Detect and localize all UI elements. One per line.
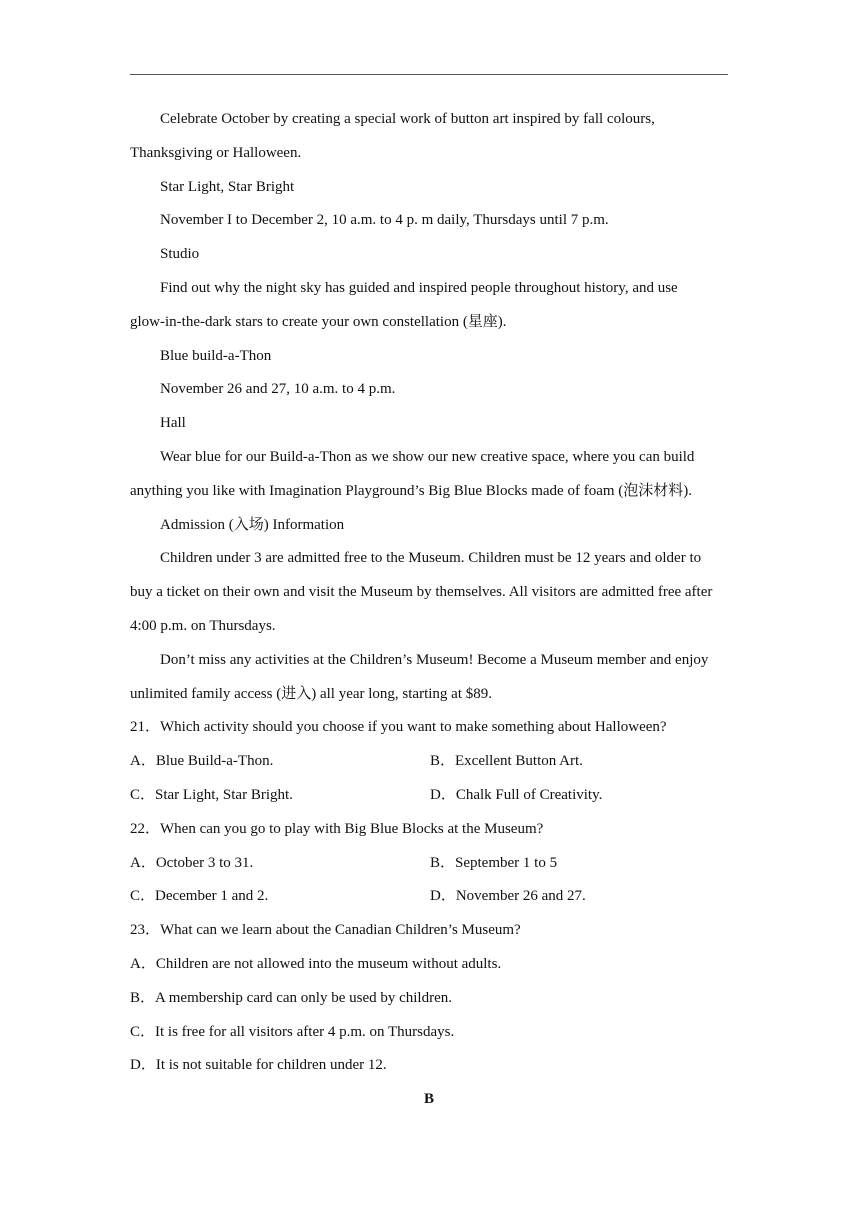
option-b[interactable]: B．A membership card can only be used by children. (130, 989, 453, 1006)
question-stem: 21．Which activity should you choose if you want to make something about Halloween? (130, 719, 667, 736)
option-c[interactable]: C．December 1 and 2. (130, 888, 269, 905)
activity-place: Hall (160, 415, 186, 432)
passage-line: glow-in-the-dark stars to create your own constellation (星座). (130, 313, 507, 330)
passage-line: anything you like with Imagination Playground’s Big Blue Blocks made of foam (泡沫材料). (130, 482, 693, 499)
section-label: B (423, 1091, 434, 1108)
question-stem: 22．When can you go to play with Big Blue Blocks at the Museum? (130, 820, 544, 837)
option-d[interactable]: D．November 26 and 27. (430, 888, 586, 905)
passage-line: Children under 3 are admitted free to the Museum. Children must be 12 years and older to (160, 550, 702, 567)
option-c[interactable]: C．Star Light, Star Bright. (130, 786, 293, 803)
option-a[interactable]: A．Blue Build-a-Thon. (130, 753, 274, 770)
passage-line: Find out why the night sky has guided and inspired people throughout history, and use (160, 279, 678, 296)
activity-time: November 26 and 27, 10 a.m. to 4 p.m. (160, 381, 396, 398)
passage-line: Don’t miss any activities at the Children’s Museum! Become a Museum member and enjoy (160, 651, 709, 668)
activity-title: Blue build-a-Thon (160, 347, 272, 364)
passage-line: Celebrate October by creating a special work of button art inspired by fall colours, (160, 111, 655, 127)
activity-time: November I to December 2, 10 a.m. to 4 p. m daily, Thursdays until 7 p.m. (160, 212, 609, 229)
option-d[interactable]: D．It is not suitable for children under 12. (130, 1057, 387, 1074)
option-row (130, 847, 728, 881)
option-c[interactable]: C．It is free for all visitors after 4 p.m. on Thursdays. (130, 1023, 455, 1040)
admission-heading: Admission (入场) Information (160, 516, 345, 533)
passage-line: Thanksgiving or Halloween. (130, 144, 302, 161)
option-b[interactable]: B．Excellent Button Art. (430, 753, 583, 770)
activity-place: Studio (160, 246, 200, 263)
passage-line: buy a ticket on their own and visit the Museum by themselves. All visitors are admitted free after (130, 584, 713, 601)
option-row (130, 880, 728, 914)
question-stem: 23．What can we learn about the Canadian Children’s Museum? (130, 922, 521, 939)
option-d[interactable]: D．Chalk Full of Creativity. (430, 786, 603, 803)
option-b[interactable]: B．September 1 to 5 (430, 854, 558, 871)
option-row (130, 745, 728, 779)
option-a[interactable]: A．Children are not allowed into the museum without adults. (130, 955, 502, 972)
page-content (130, 103, 728, 1117)
passage-line: 4:00 p.m. on Thursdays. (130, 617, 276, 634)
passage-line: Wear blue for our Build-a-Thon as we show our new creative space, where you can build (160, 448, 695, 465)
option-a[interactable]: A．October 3 to 31. (130, 854, 254, 871)
passage-line: unlimited family access (进入) all year long, starting at $89. (130, 685, 492, 702)
header-rule (130, 74, 728, 75)
option-row (130, 779, 728, 813)
activity-title: Star Light, Star Bright (160, 178, 295, 195)
